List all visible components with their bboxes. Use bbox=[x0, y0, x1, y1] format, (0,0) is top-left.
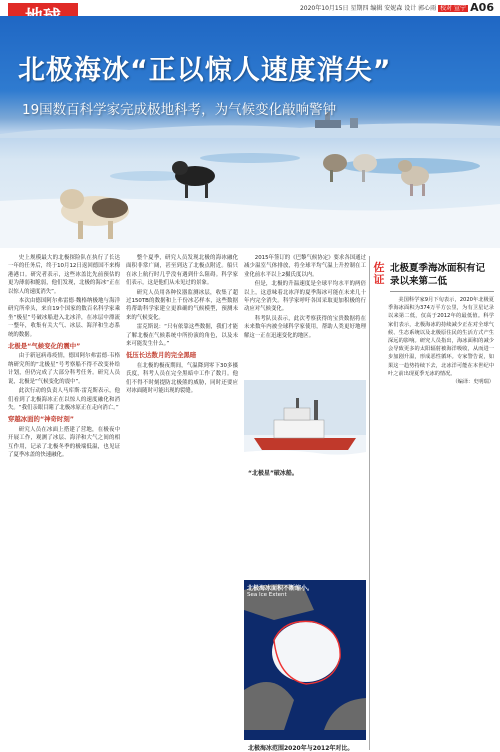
proof-credit: 校对 宣宁 bbox=[440, 5, 466, 12]
map-label: Sea Ice Extent bbox=[247, 592, 287, 598]
article-paragraph: 由于新冠病毒疫情，德国阿尔弗雷德·韦格纳研究所的“北极星”号考察船不得不改变补给计划，但仍完成了大部分科考任务。研究人员说，北极是“气候变化的震中”。 bbox=[8, 353, 120, 385]
article-paragraph: 雷克斯说：“只有依靠这些数据，我们才能了解北极在气候系统中所扮演的角色，以及未来可能发生什么。” bbox=[126, 324, 238, 348]
article-paragraph: 但是，北极的升温速度是全球平均水平的两倍以上，这意味着北冰洋的夏季海冰可能在未来几十年内完全消失。科学家呼吁各国采取更加积极的行动应对气候变化。 bbox=[244, 281, 366, 313]
article-paragraph: 2015年签订的《巴黎气候协定》要求各国通过减少温室气体排放，将全球平均气温上升控制在工业化前水平以上2摄氏度以内。 bbox=[244, 255, 366, 278]
ship-photo bbox=[244, 380, 366, 476]
article-paragraph: 整个夏季，研究人员发现北极的海冰融化面积非常广阔，甚至到达了北极点附近。船只在冰上航行时几乎没有遇到什么阻碍。科学家们表示，这是他们从未见过的景象。 bbox=[126, 255, 238, 287]
headline: 北极海冰“正以惊人速度消失” bbox=[18, 55, 392, 86]
map-title: 北极海冰面积不断缩小。 bbox=[247, 585, 314, 592]
sled-dog-black bbox=[172, 161, 215, 198]
sidebar-divider bbox=[369, 256, 370, 750]
article-paragraph: 科考队员表示，此次考察获得的宝贵数据将在未来数年内被全球科学家使用，帮助人类更好地理解这一正在迅速变化的地区。 bbox=[244, 315, 366, 339]
subheadline: 19国数百科学家完成极地科考，为气候变化敲响警钟 bbox=[22, 102, 337, 118]
article-paragraph: 本次由德国阿尔弗雷德·魏格纳极地与海洋研究所牵头，来自19个国家的数百名科学家乘坐“极星”号破冰船进入北冰洋，在冰层中漂流一整年，收集有关大气、冰层、海洋和生态系统的数据。 bbox=[8, 298, 120, 338]
article-paragraph: 研究人员在冰面上搭建了营地，在极夜中开展工作，观测了冰层、海洋和大气之间的相互作用，记录了北极冬季的极端低温，也见证了夏季冰盖的快速融化。 bbox=[8, 426, 120, 458]
icebreaker-image bbox=[244, 380, 366, 462]
distant-ship bbox=[315, 120, 341, 128]
horizon-hills bbox=[0, 123, 500, 138]
issue-date: 2020年10月15日 bbox=[299, 5, 349, 12]
article-paragraph: 在北极的极夜期间，气温降到零下30多摄氏度，科考人员在完全黑暗中工作了数月。他们不得不时刻提防北极熊的威胁，同时还要应对冰面随时可能出现的裂缝。 bbox=[126, 362, 238, 395]
sidebar-signature: （编译：史明瑞） bbox=[452, 379, 494, 386]
sea-ice-map bbox=[244, 580, 366, 752]
article-intro: 史上规模最大的北极探险队在执行了长达一年的任务后，终于10月12日返回德国不来梅港港口。研究者表示，这些冰盖比先前预估的更为薄弱和脆弱，他们发现，北极的海冰“正在以惊人的速度消失”。 bbox=[8, 255, 120, 295]
map-caption: 北极海冰范围2020年与2012年对比。 bbox=[248, 745, 354, 752]
sea-ice-extent-image bbox=[244, 580, 366, 730]
editor-credit: 编辑 安妮森 bbox=[370, 5, 403, 12]
article-paragraph: 此次行动的负责人马库斯·雷克斯表示，他们看到了北极海冰正在以惊人的速度融化和消失。“我们亲眼目睹了北极冰原正在走向消亡。” bbox=[8, 388, 120, 411]
sidebar-title: 北极夏季海冰面积有记录以来第二低 bbox=[390, 263, 486, 287]
section-heading: 北极是“气候变化的震中” bbox=[8, 342, 81, 351]
section-heading: 低压长达数月的完全黑暗 bbox=[126, 351, 197, 360]
article-column-3 bbox=[244, 254, 366, 341]
photo-caption: “北极星”破冰船。 bbox=[248, 470, 298, 477]
header-info bbox=[300, 3, 468, 12]
sidebar-body bbox=[388, 296, 494, 386]
hero-photo bbox=[0, 16, 500, 248]
design-credit: 设计 郭心雨 bbox=[404, 5, 437, 12]
page-number: A06 bbox=[470, 1, 494, 14]
article-column-1 bbox=[8, 254, 120, 460]
article-column-2 bbox=[126, 254, 238, 397]
sidebar-paragraph: 美国科学家9月下旬表示，2020年北极夏季海冰面积为374万平方公里，为有卫星记录以来第二低，仅高于2012年的最低值。科学家们表示，北极海冰的持续减少正在对全球气候、生态系统以及北极原住民的生活方式产生深远的影响。研究人员指出，海冰面积的减少会导致更多的太阳辐射被海洋吸收，从而进一步加剧升温，形成恶性循环。专家警告说，如果这一趋势持续下去，北冰洋可能在本世纪中叶之前出现夏季无冰的情况。 bbox=[388, 297, 494, 377]
article-paragraph: 研究人员用各种仪器监测冰层，收集了超过150TB的数据和上千份冰芯样本，这些数据将帮助科学家建立更准确的气候模型，预测未来的气候变化。 bbox=[126, 289, 238, 321]
weekday: 星期四 bbox=[350, 5, 369, 12]
section-heading: 穿越冰面的“神奇时刻” bbox=[8, 415, 74, 424]
sidebar-rule bbox=[390, 291, 494, 292]
sidebar-tag: 佐证 bbox=[373, 261, 385, 286]
